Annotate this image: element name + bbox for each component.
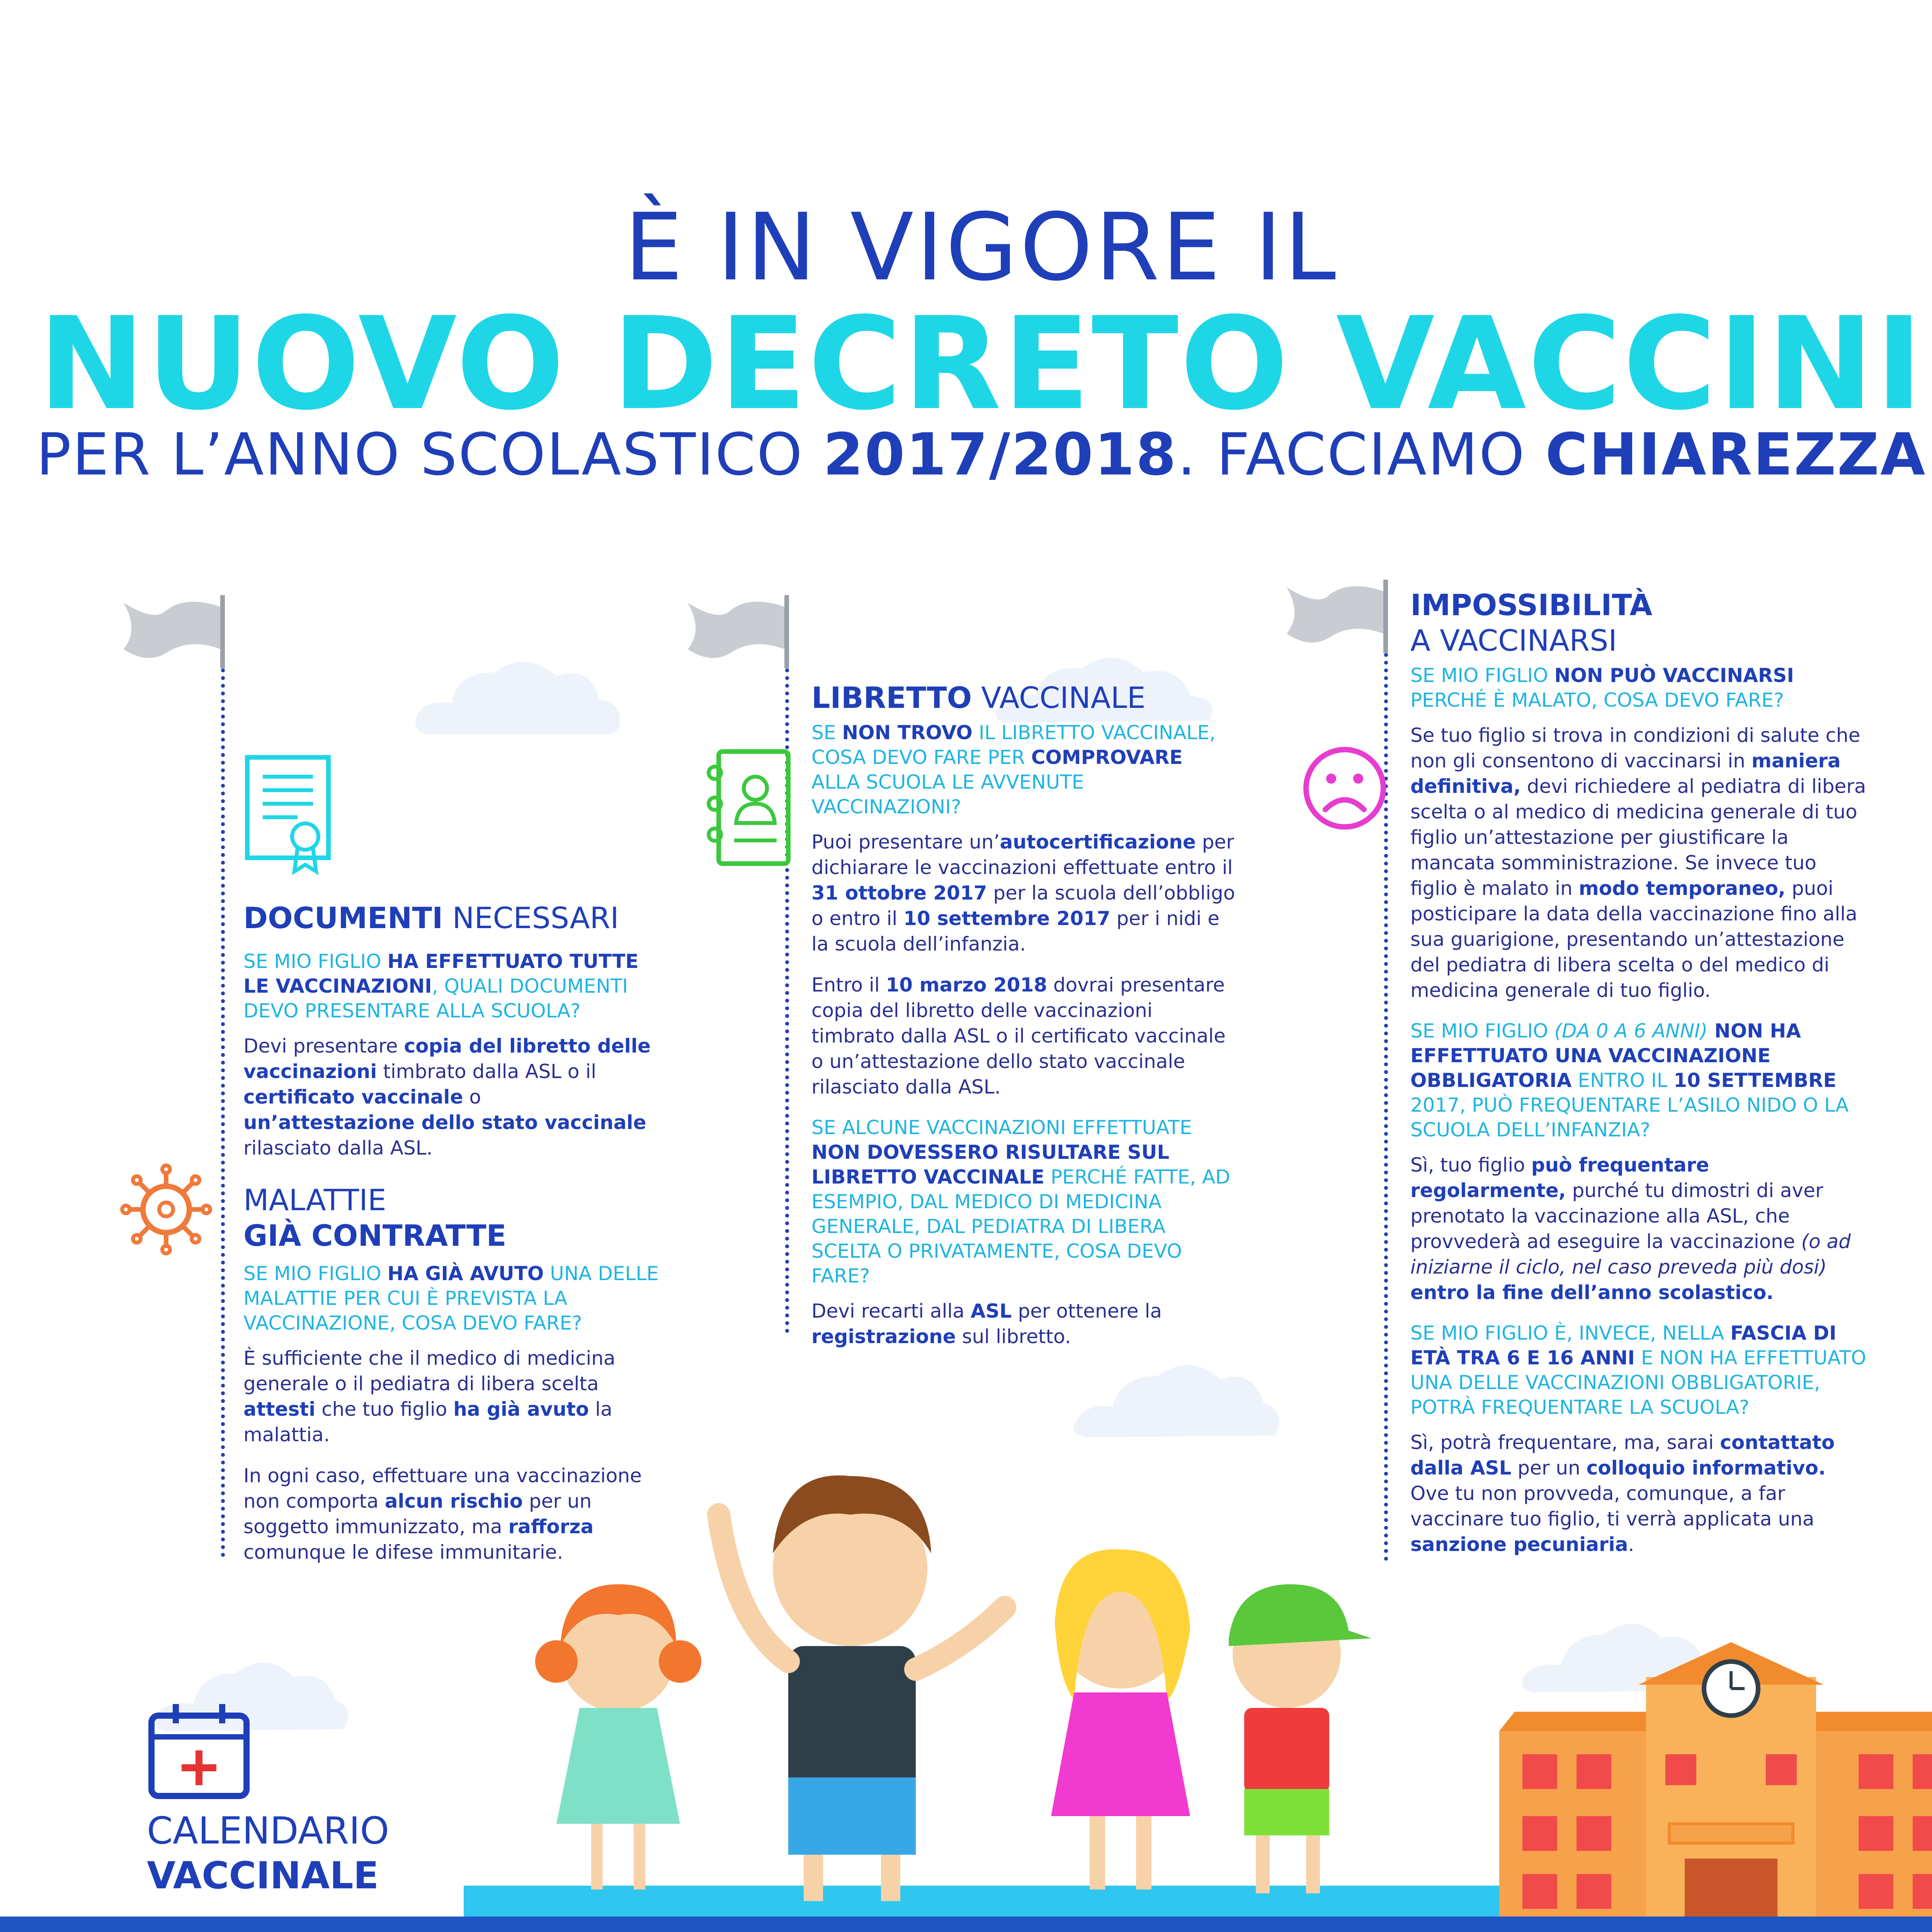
certificate-icon	[243, 753, 336, 877]
calendar-title-line2: VACCINALE	[147, 1854, 379, 1897]
calendar-table-background	[0, 1917, 1932, 1932]
section-title: LIBRETTO VACCINALE	[811, 680, 1146, 715]
calendar-icon	[147, 1700, 251, 1801]
flag-icon	[680, 595, 811, 672]
question: SE NON TROVO IL LIBRETTO VACCINALE, COSA DEVO FARE PER COMPROVARE ALLA SCUOLA LE AVVENUTE VACCINAZIONI?	[811, 721, 1216, 818]
answer: Devi recarti alla ASL per ottenere la registrazione sul libretto.	[811, 1300, 1162, 1348]
answer: In ogni caso, effettuare una vaccinazione non comporta alcun rischio per un soggetto immunizzato, ma rafforza comunque le difese immunitarie.	[243, 1464, 642, 1563]
section-title: DOCUMENTI NECESSARI	[243, 901, 619, 935]
section-title: IMPOSSIBILITÀ A VACCINARSI	[1410, 588, 1653, 658]
question: SE MIO FIGLIO È, INVECE, NELLA FASCIA DI ETÀ TRA 6 E 16 ANNI E NON HA EFFETTUATO UNA DELLE VACCINAZIONI OBBLIGATORIE, POTRÀ FREQUENTARE LA SCUOLA?	[1410, 1322, 1866, 1418]
answer: Sì, tuo figlio può frequentare regolarmente, purché tu dimostri di aver prenotato la vaccinazione alla ASL, che provvederà ad eseguire la vaccinazione (o ad iniziarne il ciclo, nel caso preveda più dosi) entro la fine dell’anno scolastico.	[1410, 1154, 1851, 1304]
question: SE MIO FIGLIO HA GIÀ AVUTO UNA DELLE MALATTIE PER CUI È PREVISTA LA VACCINAZIONE, COSA DEVO FARE?	[243, 1262, 659, 1334]
section-libretto	[811, 680, 1236, 1365]
answer: Devi presentare copia del libretto delle vaccinazioni timbrato dalla ASL o il certificato vaccinale o un’attestazione dello stato vaccinale rilasciato dalla ASL.	[243, 1035, 651, 1159]
virus-icon	[120, 1163, 213, 1256]
school-building-icon	[1499, 1642, 1932, 1920]
answer: È sufficiente che il medico di medicina generale o il pediatra di libera scelta attesti che tuo figlio ha già avuto la malattia.	[243, 1347, 616, 1446]
answer: Entro il 10 marzo 2018 dovrai presentare copia del libretto delle vaccinazioni timbrato dalla ASL o il certificato vaccinale o un’attestazione dello stato vaccinale rilasciato dalla ASL.	[811, 974, 1226, 1098]
flag-icon	[1279, 580, 1410, 657]
calendar-title-line1: CALENDARIO	[147, 1809, 389, 1852]
calendar-title	[147, 1808, 389, 1898]
cloud-icon	[410, 641, 626, 742]
question: SE ALCUNE VACCINAZIONI EFFETTUATE NON DOVESSERO RISULTARE SUL LIBRETTO VACCINALE PERCHÉ FATTE, AD ESEMPIO, DAL MEDICO DI MEDICINA GENERALE, DAL PEDIATRA DI LIBERA SCELTA O PRIVATAMENTE, COSA DEVO FARE?	[811, 1116, 1230, 1287]
answer: Se tuo figlio si trova in condizioni di salute che non gli consentono di vaccinarsi in maniera definitiva, devi richiedere al pediatra di libera scelta o al medico di medicina generale di tuo figlio un’attestazione per giustificare la mancata somministrazione. Se invece tuo figlio è malato in modo temporaneo, puoi posticipare la data della vaccinazione fino alla sua guarigione, presentando un’attestazione del pediatra di libera scelta o del medico di medicina generale di tuo figlio.	[1410, 724, 1866, 1002]
question: SE MIO FIGLIO NON PUÒ VACCINARSI PERCHÉ È MALATO, COSA DEVO FARE?	[1410, 664, 1794, 711]
sad-face-icon	[1298, 742, 1391, 835]
dotted-timeline-left	[221, 668, 225, 1557]
section-impossibilita	[1410, 587, 1866, 1573]
headline-subtitle: PER L’ANNO SCOLASTICO 2017/2018. FACCIAMO CHIAREZZA	[36, 421, 1927, 488]
question: SE MIO FIGLIO (DA 0 A 6 ANNI) NON HA EFFETTUATO UNA VACCINAZIONE OBBLIGATORIA ENTRO IL 10 SETTEMBRE 2017, PUÒ FREQUENTARE L’ASILO NIDO O LA SCUOLA DELL’INFANZIA?	[1410, 1020, 1849, 1141]
answer: Sì, potrà frequentare, ma, sarai contattato dalla ASL per un colloquio informativo. Ove tu non provveda, comunque, a far vaccinare tuo figlio, ti verrà applicata una sanzione pecuniaria.	[1410, 1431, 1835, 1556]
section-title: MALATTIE GIÀ CONTRATTE	[243, 1183, 507, 1253]
question: SE MIO FIGLIO HA EFFETTUATO TUTTE LE VACCINAZIONI, QUALI DOCUMENTI DEVO PRESENTARE ALLA SCUOLA?	[243, 950, 639, 1022]
children-illustration	[502, 1352, 1430, 1901]
booklet-icon	[703, 746, 796, 873]
headline-main: NUOVO DECRETO VACCINI	[38, 290, 1924, 438]
headline-line1: È IN VIGORE IL	[624, 193, 1338, 301]
section-documenti	[243, 900, 653, 1176]
answer: Puoi presentare un’autocertificazione per dichiarare le vaccinazioni effettuate entro il 31 ottobre 2017 per la scuola dell’obbligo o entro il 10 settembre 2017 per i nidi e la scuola dell’infanzia.	[811, 831, 1235, 955]
flag-icon	[116, 595, 247, 672]
